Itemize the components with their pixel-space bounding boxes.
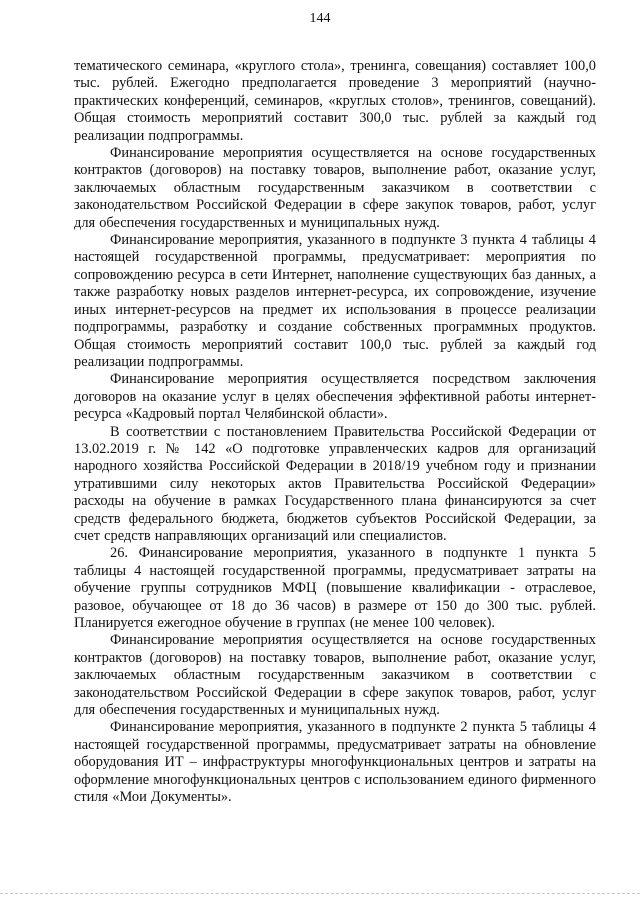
page-bottom-divider [0, 893, 640, 894]
paragraph-5: В соответствии с постановлением Правительства Российской Федерации от 13.02.2019 г. № 142 «О подготовке управленческих кадров для организаций народного хозяйства Российской Федерации в 2018/19 учебном году и признании утратившими силу некоторых актов Правительства Российской Федерации» расходы на обучение в рамках Государственного плана финансируются за счет средств федерального бюджета, бюджетов субъектов Российской Федерации, за счет средств направляющих организаций или специалистов. [74, 423, 596, 544]
paragraph-3: Финансирование мероприятия, указанного в подпункте 3 пункта 4 таблицы 4 настоящей государственной программы, предусматривает: мероприятия по сопровождению ресурса в сети Интернет, наполнение существующих баз данных, а также разработку новых разделов интернет-ресурса, их сопровождение, изучение иных интернет-ресурсов на предмет их использования в процессе реализации подпрограммы, разработку и создание собственных программных продуктов. Общая стоимость мероприятий составит 100,0 тыс. рублей за каждый год реализации подпрограммы. [74, 232, 596, 370]
paragraph-7: Финансирование мероприятия осуществляется на основе государственных контрактов (договоров) на поставку товаров, выполнение работ, оказание услуг, заключаемых областным государственным заказчиком в соответствии с законодательством Российской Федерации в сфере закупок товаров, работ, услуг для обеспечения государственных и муниципальных нужд. [74, 632, 596, 719]
page-number: 144 [309, 11, 331, 26]
paragraph-2: Финансирование мероприятия осуществляется на основе государственных контрактов (договоров) на поставку товаров, выполнение работ, оказание услуг, заключаемых областным государственным заказчиком в соответствии с законодательством Российской Федерации в сфере закупок товаров, работ, услуг для обеспечения государственных и муниципальных нужд. [74, 145, 596, 231]
paragraph-1: тематического семинара, «круглого стола», тренинга, совещания) составляет 100,0 тыс. рублей. Ежегодно предполагается проведение 3 мероприятий (научно-практических конференций, семинаров, «круглых столов», тренингов, совещаний). Общая стоимость мероприятий составит 300,0 тыс. рублей за каждый год реализации подпрограммы. [74, 58, 596, 144]
paragraph-6: 26. Финансирование мероприятия, указанного в подпункте 1 пункта 5 таблицы 4 настоящей государственной программы, предусматривает затраты на обучение группы сотрудников МФЦ (повышение квалификации - отраслевое, разовое, обучающее от 18 до 36 часов) в размере от 150 до 300 тыс. рублей. Планируется ежегодное обучение в группах (не менее 100 человек). [74, 545, 596, 631]
paragraph-4: Финансирование мероприятия осуществляется посредством заключения договоров на оказание услуг в целях обеспечения эффективной работы интернет-ресурса «Кадровый портал Челябинской области». [74, 371, 596, 423]
paragraph-8: Финансирование мероприятия, указанного в подпункте 2 пункта 5 таблицы 4 настоящей государственной программы, предусматривает затраты на обновление оборудования ИТ – инфраструктуры многофункциональных центров и затраты на оформление многофункциональных центров с использованием единого фирменного стиля «Мои Документы». [74, 719, 596, 806]
document-body [74, 58, 596, 806]
